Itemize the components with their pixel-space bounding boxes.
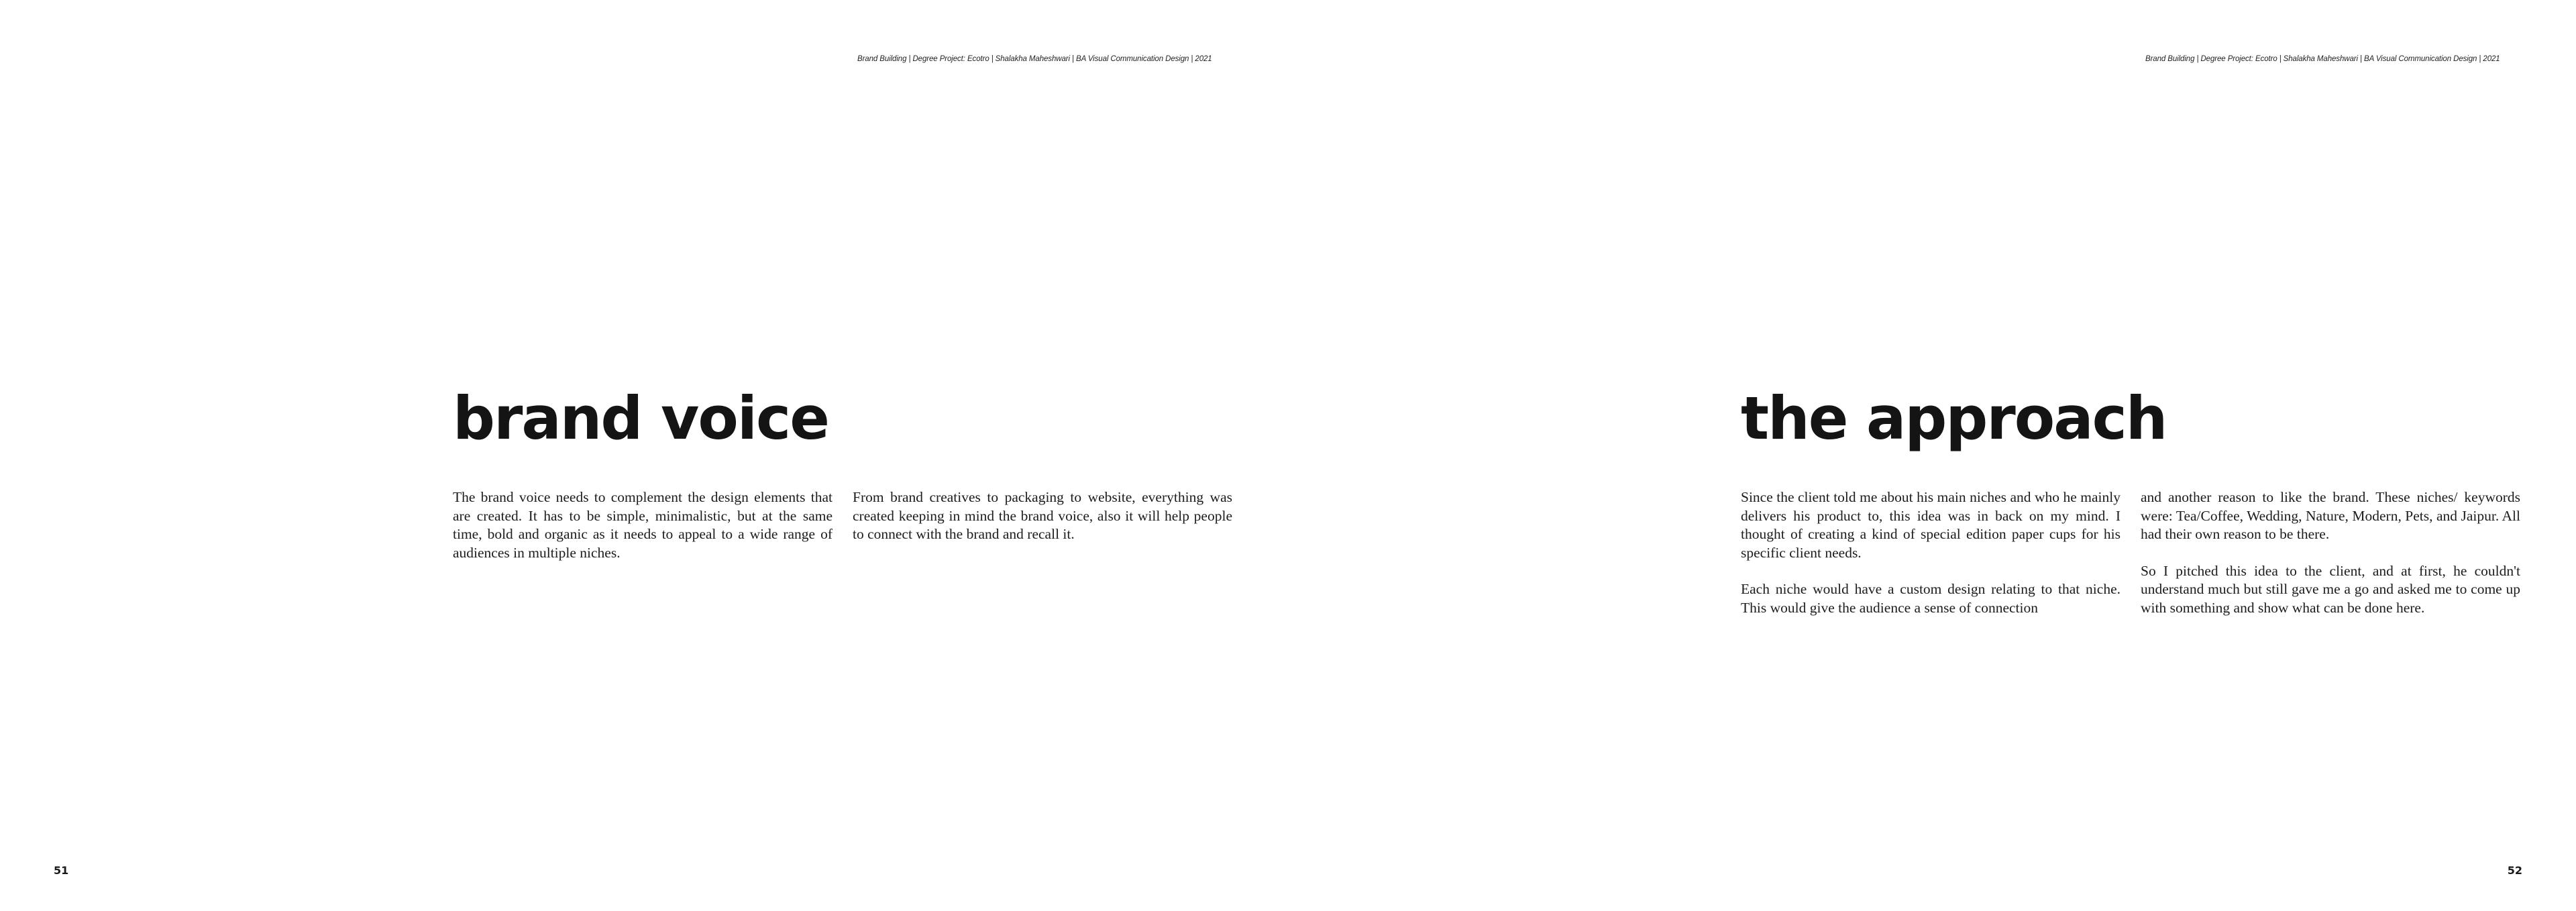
text-column-2 — [2141, 488, 2520, 617]
section-heading: the approach — [1741, 384, 2167, 453]
page-number: 51 — [54, 864, 69, 877]
paragraph: Since the client told me about his main niches and who he mainly delivers his product to, this idea was in back on my mind. I thought of creating a kind of special edition paper cups for his specific client needs. — [1741, 489, 2121, 561]
running-header: Brand Building | Degree Project: Ecotro | Shalakha Maheshwari | BA Visual Communication Design | 2021 — [2145, 55, 2500, 63]
text-column-1 — [1741, 488, 2121, 617]
text-column-1 — [453, 488, 833, 562]
page-number: 52 — [2507, 864, 2522, 877]
paragraph: Each niche would have a custom design relating to that niche. This would give the audience a sense of connection — [1741, 581, 2121, 616]
running-header: Brand Building | Degree Project: Ecotro | Shalakha Maheshwari | BA Visual Communication Design | 2021 — [857, 55, 1212, 63]
text-column-2 — [853, 488, 1232, 544]
paragraph: The brand voice needs to complement the design elements that are created. It has to be simple, minimalistic, but at the same time, bold and organic as it needs to appeal to a wide range of audiences in multiple niches. — [453, 489, 833, 561]
paragraph: From brand creatives to packaging to website, everything was created keeping in mind the brand voice, also it will help people to connect with the brand and recall it. — [853, 489, 1232, 542]
paragraph: So I pitched this idea to the client, and at first, he couldn't understand much but still gave me a go and asked me to come up with something and show what can be done here. — [2141, 562, 2520, 616]
section-heading: brand voice — [453, 384, 828, 453]
right-page — [1288, 0, 2576, 911]
paragraph: and another reason to like the brand. These niches/ keywords were: Tea/Coffee, Wedding, Nature, Modern, Pets, and Jaipur. All had their own reason to be there. — [2141, 489, 2520, 542]
